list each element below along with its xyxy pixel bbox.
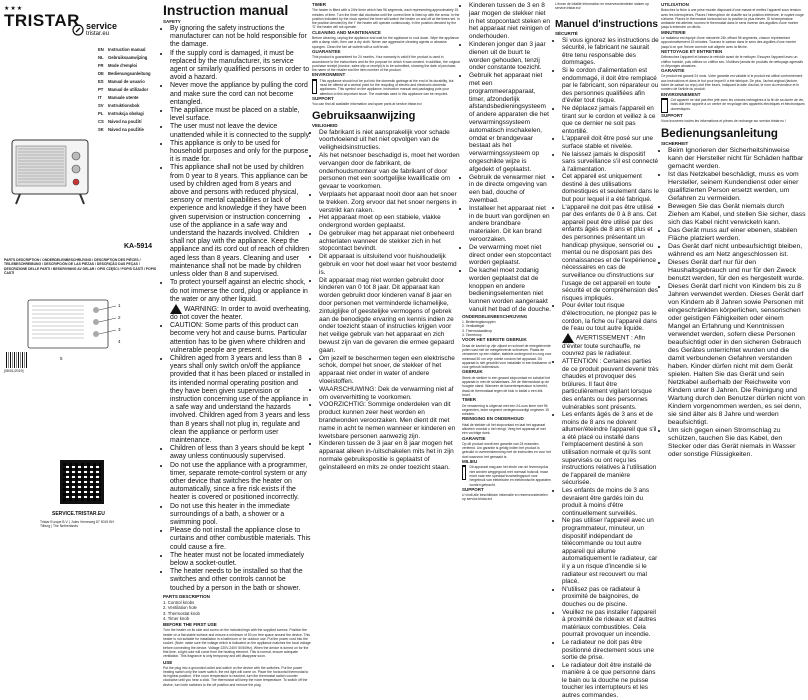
list-item: • Beim Ignorieren der Sicherheitshinweise kann der Hersteller nicht für Schäden haftbar gemacht werden.: [668, 147, 806, 171]
list-item: • Cet appareil est uniquement destiné à des utilisations domestiques et seulement dans le but pour lequel il a été fabriqué.: [562, 173, 659, 203]
list-item: • De fabrikant is niet aansprakelijk voor schade voortvloeiend uit het niet opvolgen van de veiligheidsinstructies.: [319, 129, 460, 152]
nl-before-heading: VOOR HET EERSTE GEBRUIK: [462, 337, 527, 343]
en-caution-list: [163, 322, 311, 593]
fr-support-text: Vous trouverez toutes les informations et pièces de rechange sur service.tristar.eu !: [661, 119, 786, 124]
list-item: • De kachel moet zodanig worden geplaatst dat de knoppen en andere bedieningselementen niet kunnen worden aangeraakt vanuit het bad of de douche.: [469, 267, 552, 314]
language-item: IT Manuale utente: [98, 95, 139, 100]
nl-guarantee-text: Op dit product wordt een garantie van 24 maanden verleend. Uw garantie is geldig indien het product is gebruikt in overeenstemming met de instructies en voor het doel waarvoor het gemaakt is.: [462, 441, 551, 459]
fr-cleaning-heading: NETTOYAGE ET ENTRETIEN: [661, 48, 723, 54]
list-item: • Gebruik de verwarmer niet in de directe omgeving van een bad, douche of zwembad.: [469, 174, 552, 205]
language-item: CS Návod na použití: [98, 119, 142, 124]
list-item: • Om jezelf te beschermen tegen een elektrische schok, dompel het snoer, de stekker of het apparaat niet onder in water of andere vloeistoffen.: [319, 355, 460, 386]
heater-illustration: [10, 136, 92, 206]
service-label: service: [86, 21, 118, 31]
nl-title: Gebruiksaanwijzing: [312, 109, 416, 122]
model-number: KA-5914: [124, 243, 153, 250]
language-list: [98, 46, 162, 134]
list-item: • Veuillez ne pas installer l'appareil à proximité de rideaux et d'autres matériaux combustibles. Cela pourrait provoquer un incendie.: [562, 609, 659, 639]
en-safety-list: [163, 25, 311, 304]
fr-environment-heading: ENVIRONNEMENT: [661, 91, 701, 97]
service-site: SERVICE.TRISTAR.EU: [52, 511, 105, 517]
heater-detail-illustration: [24, 296, 124, 356]
en-before-text: Turn the heater on its side and screw on the included legs with the supplied screws. Position the heater on a flat stable surface and ensure a minimum of 50 cm free space around the device. This heater is not suitable for installation in a bathroom or for outdoor use. Put the power cord into the socket. (Note: make sure the voltage which is indicated on the appliance matches the local voltage before connecting the device. Voltage 220V-240V 50/60Hz). When the device is turned on for the first time, a light odor will come from the heating element. This is normal, ensure adequate ventilation. This fragrance is only temporary and will disappear soon.: [163, 628, 311, 659]
list-item: • Gebruik het apparaat niet met een programmeerapparaat, timer, afzonderlijk afstandsbedieningsysteem of andere apparaten die het verwarmingssysteem automatisch inschakelen, omdat er brandgevaar bestaat als het verwarmingssysteem op ongeschikte wijze is afgedekt of geplaatst.: [469, 72, 552, 173]
brand-stars: ★★★: [4, 6, 24, 12]
list-item: • Ne pas utiliser l'appareil avec un programmateur, minuteur, un dispositif indépendant de télécommande ou tout autre appareil qui allume automatiquement le radiateur, car il y a un risque d'incendie si le radiateur est recouvert ou mal placé.: [562, 517, 659, 585]
en-safety-heading: SAFETY: [163, 19, 181, 24]
nl-column: [462, 0, 552, 502]
list-item: • Children of less than 3 years should be kept away unless continuously supervised.: [170, 445, 311, 461]
part-callouts: 1 2 3 4: [118, 303, 121, 344]
fr-safety-heading: SÉCURITÉ: [555, 30, 578, 36]
list-item: • Dit apparaat mag niet worden gebruikt door kinderen van 0 tot 8 jaar. Dit apparaat kan worden gebruikt door kinderen vanaf 8 jaar en door personen met verminderde lichamelijke, zintuiglijke of geestelijke vermogens of gebrek aan de benodigde ervaring en kennis indien ze onder toezicht staan of instructies krijgen voor het veilige gebruik van het apparaat en zich bewust zijn van de gevaren die ermee gepaard gaan.: [319, 277, 460, 355]
recycle-bin-icon: [661, 98, 668, 113]
fr-caution-list: [555, 358, 659, 700]
nl-environment-text: Dit apparaat mag aan het einde van de levenscyclus niet worden weggegooid met normaal huisvuil, maar moet naar een speciaal inzamelingspunt voor hergebruik van elektrische en elektronische apparaten worden gebracht.: [469, 465, 551, 487]
fr-intro: L'écran de totalité information en reserveonderdelen staken op service.tristar.eu!: [555, 2, 649, 11]
list-item: • L'appareil doit être posé sur une surface stable et nivelée.: [562, 135, 659, 150]
language-item: NL Gebruiksaanwijzing: [98, 55, 148, 60]
list-item: • De gebruiker mag het apparaat niet onbeheerd achterlaten wanneer de stekker zich in het stopcontact bevindt.: [319, 230, 460, 253]
fr-column: [555, 0, 659, 700]
fr-title: Manuel d'instructions: [555, 18, 658, 30]
list-item: • The user must not leave the device unattended while it is connected to the supply.: [170, 123, 311, 139]
en-column: [163, 0, 311, 687]
list-item: • Le radiateur ne doit pas être positionné directement sous une sortie de prise.: [562, 639, 659, 662]
en-parts-heading: PARTS DESCRIPTION: [163, 593, 210, 599]
fr-safety-list: [555, 37, 659, 333]
warning-icon: [170, 304, 182, 314]
de-safety-heading: SICHERHEIT: [661, 140, 689, 146]
list-item: • L'appareil ne doit pas être utilisé par des enfants de 0 à 8 ans. Cet appareil peut être utilisé par des enfants âgés de 8 ans et plus et des personnes présentant un handicap physique, sensoriel ou mental ou ne disposant pas des connaissances et de l'expérience nécessaires en cas de surveillance ou d'instructions sur l'usage de cet appareil en toute sécurité et de compréhension des risques impliqués.: [562, 204, 659, 303]
service-url: tristar.eu: [86, 31, 110, 37]
brand-name: TRISTAR: [4, 11, 80, 30]
list-item: • Ist das Netzkabel beschädigt, muss es vom Hersteller, seinem Kundendienst oder einer qualifizierten Person ersetzt werden, um Gefahren zu vermeiden.: [668, 171, 806, 203]
part-callout-5: 5: [60, 356, 63, 361]
en-guarantee-heading: GUARANTEE: [312, 48, 341, 54]
company-address: Tristar Europe B.V. | Jules Verneweg 87 5015 BH Tilburg | The Netherlands: [40, 520, 114, 529]
cover-column: [0, 0, 162, 579]
nl-guarantee-heading: GARANTIE: [462, 435, 486, 441]
en-environment-heading: ENVIRONMENT: [312, 72, 346, 78]
list-item: • Installeer het apparaat niet in de buurt van gordijnen en andere brandbare materialen. Dit kan brand veroorzaken.: [469, 205, 552, 244]
language-item: SK Návod na použitie: [98, 127, 144, 132]
fr-other-sections: [661, 0, 806, 124]
list-item: • Het apparaat moet op een stabiele, vlakke ondergrond worden geplaatst.: [319, 214, 460, 230]
list-item: • Children aged from 3 years and less than 8 years shall only switch on/off the appliance provided that it has been placed or installed in its intended normal operating position and they have been given supervision or instruction concerning use of the appliance in a safe way and understand the hazards involved. Children aged from 3 years and less than 8 years shall not plug in, regulate and clean the appliance or perform user maintenance.: [170, 355, 311, 445]
en-title: Instruction manual: [163, 2, 289, 18]
list-item: • Le radiateur doit être installé de manière à ce que personne dans le bain ou la douche ne puisse toucher les interrupteurs et les autres commandes.: [562, 662, 659, 700]
en-environment-text: This appliance should not be put into the domestic garbage at the end of its durability, but must be offered at a central point for the recycling of electric and electronic domestic appliances. This symbol on the appliance, instruction manual and packaging puts your attention to this important issue. The materials used in this appliance can be recycled.: [319, 78, 454, 96]
list-item: • Dieses Gerät darf nur für den Haushaltsgebrauch und nur für den Zweck benutzt werden, für den es hergestellt wurde.: [668, 259, 806, 283]
en-parts-list: 1. Control knobs 2. Ventilation hole 3. Thermostat knob 4. Timer knob: [163, 599, 200, 622]
nl-timer-heading: TIMER: [462, 397, 476, 403]
list-item: • Do not use this heater in the immediate surroundings of a bath, a shower or a swimming pool.: [170, 503, 311, 528]
fr-support-heading: SUPPORT: [661, 112, 683, 118]
list-item: • Ne déplacez jamais l'appareil en tirant sur le cordon et veillez à ce que ce dernier ne soit pas entortillé.: [562, 105, 659, 135]
nl-other-sections: ONDERDELENBESCHRIJVING 1. Bedieningsknoppen 2. Ventilatiegat 3. Thermostaatknop 4. Timerknop VOOR HET EERSTE GEBRUIK Draai de kachel op zijn zijkant en schroef de meegeleverde poten vast met de meegeleverde schroeven. Plaats de verwarmer op een vlakke, stabiele ondergrond en zorg voor minimaal 50 cm vrije ruimte rondom het apparaat. Dit apparaat is niet geschikt voor installatie in een badkamer of voor gebruik buitenshuis. GEBRUIK Steek de stekker in een geaard stopcontact en schakel het apparaat in met de schakelaars. Zet de thermostaat op de hoogste stand. Wanneer de kamertemperatuur is bereikt, draai de thermostaat tegen de klok in totdat u een klik hoort. TIMER De verwarming is uitgerust met een 24-uurs timer met 96 segmenten, ieder segment vertegenwoordigt ongeveer 15 minuten. REINIGING EN ONDERHOUD Haal de stekker uit het stopcontact en laat het apparaat afkoelen voordat u het reinigt. Veeg het apparaat af met een vochtige doek. GARANTIE Op dit product wordt een garantie van 24 maanden verleend. Uw garantie is geldig indien het product is gebruikt in overeenstemming met de instructies en voor het doel waarvoor het gemaakt is. MILIEU Dit apparaat mag aan het einde van de levenscyclus niet worden weggegooid met normaal huisvuil, maar moet naar een speciaal inzamelingspunt voor hergebruik van elektrische en elektronische apparaten worden gebracht. SUPPORT U vindt alle beschikbare informatie en reserveonderdelen op service.tristar.eu!: [462, 313, 552, 502]
list-item: • Das Gerät muss auf einer ebenen, stabilen Fläche platziert werden.: [668, 227, 806, 243]
list-item: • ATTENTION : Certaines parties de ce produit peuvent devenir très chaudes et provoquer des brûlures. Il faut être particulièrement vigilant lorsque des enfants ou des personnes vulnérables sont présents.: [562, 358, 659, 411]
list-item: • N'utilisez pas ce radiateur à proximité de baignoires, de douches ou de piscine.: [562, 586, 659, 609]
language-item: PL Instrukcja obsługi: [98, 111, 144, 116]
en-cleaning-heading: CLEANING AND MAINTENANCE: [312, 29, 381, 35]
list-item: • This appliance is only to be used for household purposes and only for the purpose it is made for.: [170, 140, 311, 165]
list-item: • By ignoring the safety instructions the manufacturer can not be hold responsible for the damage.: [170, 25, 311, 50]
language-item: ES Manual de usuario: [98, 79, 145, 84]
list-item: • Pour éviter tout risque d'électrocution, ne plongez pas le cordon, la fiche ou l'appareil dans de l'eau ou tout autre liquide.: [562, 302, 659, 332]
list-item: • Verplaats het apparaat nooit door aan het snoer te trekken. Zorg ervoor dat het snoer nergens in verstrikt kan raken.: [319, 191, 460, 214]
recycle-bin-icon: [312, 79, 317, 94]
fr-timer-heading: MINUTERIE: [661, 29, 686, 35]
list-item: • Kinderen tussen de 3 en 8 jaar mogen de stekker niet in het stopcontact steken en het apparaat niet reinigen of onderhouden.: [469, 2, 552, 41]
list-item: • To protect yourself against an electric shock, do not immerse the cord, plug or appliance in the water or any other liquid.: [170, 279, 311, 304]
en-cleaning-text: Before cleaning, unplug the appliance and wait for the appliance to cool down. Wipe the appliance with a damp cloth, then use a dry cloth. Never use aggressive cleaning agents or abrasive sponges. Clean the fan air outlets with a soft brush.: [312, 36, 460, 49]
list-item: • Les enfants de moins de 3 ans devraient être gardés loin du produit à moins d'être continuellement surveillés.: [562, 487, 659, 517]
fr-use-heading: UTILISATION: [661, 2, 689, 7]
list-item: • Als het netsnoer beschadigd is, moet het worden vervangen door de fabrikant, de onderhoudsmonteur van de fabrikant of door personen met een soortgelijke kwalificatie om gevaar te voorkomen.: [319, 152, 460, 191]
language-item: EN Instruction manual: [98, 47, 146, 52]
nl-support-heading: SUPPORT: [462, 486, 484, 492]
fr-timer-text: Le radiateur est équipé d'une minuterie 24h offrant 96 segments, chacun représentant approximativement 15 minutes. Tournez le cadran dans le sens des aiguilles d'une montre jusqu'à ce que l'heure correcte soit alignée avec la flèche.: [661, 36, 797, 49]
list-item: • CAUTION: Some parts of this product can become very hot and cause burns. Particular attention has to be given where children and vulnerable people are present.: [170, 322, 311, 355]
fr-de-column: [661, 0, 806, 459]
list-item: • Dit apparaat is uitsluitend voor huishoudelijk gebruik en voor het doel waar het voor bestemd is.: [319, 253, 460, 276]
list-item: • De verwarming moet niet direct onder een stopcontact worden geplaatst.: [469, 244, 552, 267]
list-item: • This appliance shall not be used by children from 0 year to 8 years. This appliance can be used by children aged from 8 years and above and persons with reduced physical, sensory or mental capabilities or lack of experience and knowledge if they have been given supervision or instruction concerning use of the appliance in a safe way and understand the hazards involved. Children shall not play with the appliance. Keep the appliance and its cord out of reach of children aged less than 8 years. Cleaning and user maintenance shall not be made by children unless older than 8 and supervised.: [170, 164, 311, 279]
parts-caption: PARTS DESCRIPTION / ONDERDELENBESCHRIJVING / DESCRIPTION DES PIÈCES / TEILEBESCHREIBUNG / DESCRIPCIÓN DE LAS PIEZAS / DESCRIÇÃO DAS PEÇAS / DESCRIZIONE DELLE PARTI / BESKRIVNING AV DELAR / OPIS CZĘŚCI / POPIS ČÁSTÍ / POPIS ČASTÍ: [4, 258, 157, 275]
en-before-heading: BEFORE THE FIRST USE: [163, 622, 217, 628]
fr-environment-text: Cet appareil ne doit pas être jeté avec les ordures ménagères à la fin de sa durée de vie, mais doit être apporté à un centre de recyclage des appareils électriques et électroniques domestiques.: [670, 97, 805, 111]
de-title: Bedienungsanleitung: [661, 127, 778, 140]
nl-parts-heading: ONDERDELENBESCHRIJVING: [462, 313, 528, 319]
list-item: • Ne laissez jamais le dispositif sans surveillance s'il est connecté à l'alimentation.: [562, 151, 659, 174]
de-safety-list: [661, 147, 806, 459]
list-item: • Do not use the appliance with a programmer, timer, separate remote-control system or any other device that switches the heater on automatically, since a fire risk exists if the heater is covered or positioned incorrectly.: [170, 462, 311, 503]
en-guarantee-text: This product is guaranteed for 24 months. Your warranty is valid if the product is used in accordance to the instructions and for the purpose for which it was created. In addition, the original purchase receipt (invoice, sales slip or receipt) is to be submitted, showing the date of purchase, the name of the retailer and the item number of the product.: [312, 55, 460, 73]
wrench-icon: [72, 24, 84, 36]
list-item: • Please do not install the appliance close to curtains and other combustible materials. This could cause a fire.: [170, 527, 311, 552]
en-warning: WARNING: In order to avoid overheating, do not cover the heater.: [170, 305, 311, 321]
warning-icon: [562, 333, 574, 343]
en-tip-text: [312, 0, 460, 107]
fr-guarantee-text: Ce produit est garanti 24 mois. Votre garantie est valable si le produit est utilisé conformément aux instructions et dans le but pour lequel il a été fabriqué. De plus, l'achat original (facture, ticket de caisse ou reçu) doit être fourni, indiquant la date d'achat, le nom du revendeur et le numéro de l'article du produit.: [661, 74, 803, 92]
list-item: • Um sich gegen einen Stromschlag zu schützen, tauchen Sie das Kabel, den Stecker oder das Gerät niemals in Wasser oder sonstige Flüssigkeiten.: [668, 427, 806, 459]
list-item: • Si le cordon d'alimentation est endommagé, il doit être remplacé par le fabricant, son réparateur ou des personnes qualifiées afin d'éviter tout risque.: [562, 67, 659, 105]
nl-cleaning-text: Haal de stekker uit het stopcontact en laat het apparaat afkoelen voordat u het reinigt. Veeg het apparaat af met een vochtige doek.: [462, 422, 546, 436]
nl-cleaning-heading: REINIGING EN ONDERHOUD: [462, 416, 524, 422]
nl-use-heading: GEBRUIK: [462, 369, 483, 375]
list-item: • The appliance must be placed on a stable, level surface.: [170, 107, 311, 123]
en-timer-heading: TIMER: [312, 2, 326, 7]
en-timer-text: The heater is fitted with a 24hr timer which has 96 segments, each representing approximately 15 minutes of time. Turn the timer dial clockwise until the correct time is lined up with the arrow. In the position indicated by the clock symbol the timer will switch the heater on and off at the times set. In the position denoted by the 'I' the heater will operate continuously. In the position denoted by the 'O' the heater will not operate.: [312, 8, 460, 30]
language-item: SV Instruktionsbok: [98, 103, 140, 108]
list-item: • Bewegen Sie das Gerät niemals durch Ziehen am Kabel, und stellen Sie sicher, dass sich das Kabel nicht verwickeln kann.: [668, 203, 806, 227]
recycle-bin-icon: [462, 465, 466, 480]
language-item: FR Mode d'emploi: [98, 63, 138, 68]
nl-safety-list-continued: [462, 0, 552, 314]
list-item: • Das Gerät darf nicht unbeaufsichtigt bleiben, während es am Netz angeschlossen ist.: [668, 243, 806, 259]
list-item: • Dieses Gerät darf nicht von Kindern bis zu 8 Jahren verwendet werden. Dieses Gerät darf von Kindern ab 8 Jahren sowie Personen mit eingeschränkten körperlichen, sensorischen oder geistigen Fähigkeiten oder einem Mangel an Erfahrung und Kenntnissen verwendet werden, sofern diese Personen beaufsichtigt oder in den sicheren Gebrauch des Gerätes unterrichtet wurden und die damit verbundenen Gefahren verstanden haben. Kinder dürfen nicht mit dem Gerät spielen. Halten Sie das Gerät und sein Netzkabel außerhalb der Reichweite von Kindern unter 8 Jahren. Die Reinigung und Wartung durch den Benutzer dürfen nicht von Kindern vorgenommen werden, es sei denn, sie sind älter als 8 Jahre und werden beaufsichtigt.: [668, 283, 806, 427]
list-item: • Les enfants âgés de 3 ans et de moins de 8 ans ne doivent allumer/éteindre l'appareil que s'il a été placé ou installé dans l'emplacement destiné à son utilisation normale et qu'ils sont supervisés ou ont reçu les instructions relatives à l'utilisation de l'appareil de manière sécurisée.: [562, 411, 659, 487]
barcode: [6, 352, 28, 368]
list-item: • Kinderen jonger dan 3 jaar dienen uit de buurt te worden gehouden, tenzij onder constante toezicht.: [469, 41, 552, 72]
en-support-text: You can find all available information and spare parts at service.tristar.eu!: [312, 102, 422, 107]
fr-guarantee-heading: GARANTIE: [661, 68, 685, 74]
en-nl-column: [312, 0, 460, 472]
list-item: • The heater needs to be installed so that the switches and other controls cannot be touched by a person in the bath or shower.: [170, 568, 311, 593]
fr-warning: AVERTISSEMENT : Afin d'éviter toute surchauffe, ne couvrez pas le radiateur.: [562, 334, 646, 358]
barcode-label: [08/01/2019]: [4, 369, 24, 373]
nl-safety-heading: VEILIGHEID: [312, 122, 338, 128]
list-item: • If the supply cord is damaged, it must be replaced by the manufacturer, its service agent or similarly qualified persons in order to avoid a hazard.: [170, 50, 311, 83]
list-item: • Kinderen tussen de 3 jaar en 8 jaar mogen het apparaat alleen in-/uitschakelen mits het in zijn normale gebruikspositie is geplaatst of geïnstalleerd en mits ze onder toezicht staan.: [319, 440, 460, 471]
nl-safety-list: [312, 129, 460, 472]
nl-support-text: U vindt alle beschikbare informatie en reserveonderdelen op service.tristar.eu!: [462, 493, 548, 502]
nl-timer-text: De verwarming is uitgerust met een 24-uurs timer met 96 segmenten, ieder segment vertegenwoordigt ongeveer 15 minuten.: [462, 403, 549, 417]
en-use-heading: USE: [163, 659, 173, 665]
en-use-text: Put the plug into a grounded outlet and switch on the device with the switches. Put the power heating switch only the lower switch, the red light will come on. Place the horizontal thermostat to its highest position. If the room temperature is reached, turn the thermostat switch counter clockwise until you hear a click. The thermostat will keep the room temperature. To switch off the device, turn both switches to the off position and remove the plug.: [163, 665, 309, 687]
fr-use-text: Branchez la fiche à une prise murale disposant d'une masse et mettez l'appareil sous tension avec les interrupteurs. Placez l'interrupteur de chauffe sur la position inférieure, le voyant rouge s'allume. Placez le thermostat horizontal sur la position la plus élevée. Si la température ambiante est atteinte, tournez le thermostat dans le sens inverse des aiguilles d'une montre jusqu'à entendre un déclic.: [661, 8, 804, 30]
list-item: • WAARSCHUWING: Dek de verwarming niet af om oververhitting te voorkomen.: [319, 386, 460, 402]
language-item: PT Manual de utilizador: [98, 87, 149, 92]
en-support-heading: SUPPORT: [312, 95, 334, 101]
brand-logo: [4, 6, 80, 30]
language-item: DE Bedienungsanleitung: [98, 71, 151, 76]
list-item: • The heater must not be located immediately below a socket-outlet.: [170, 552, 311, 568]
nl-use-text: Steek de stekker in een geaard stopcontact en schakel het apparaat in met de schakelaars. Zet de thermostaat op de hoogste stand. Wanneer de kamertemperatuur is bereikt, draai de thermostaat tegen de klok in totdat u een klik hoort.: [462, 375, 551, 397]
list-item: • Si vous ignorez les instructions de sécurité, le fabricant ne saurait être tenu responsable des dommages.: [562, 37, 659, 67]
nl-before-text: Draai de kachel op zijn zijkant en schroef de meegeleverde poten vast met de meegeleverde schroeven. Plaats de verwarmer op een vlakke, stabiele ondergrond en zorg voor minimaal 50 cm vrije ruimte rondom het apparaat. Dit apparaat is niet geschikt voor installatie in een badkamer of voor gebruik buitenshuis.: [462, 343, 552, 370]
nl-environment-heading: MILIEU: [462, 459, 478, 465]
fr-cleaning-text: Débranchez l'appareil et laissez-le refroidir avant de le nettoyer. Essuyez l'appareil avec un chiffon humide, puis utilisez un chiffon sec. N'utilisez jamais de produits de nettoyage agressifs ni d'éponges abrasives.: [661, 55, 804, 68]
qr-code: [60, 460, 104, 504]
list-item: • VOORZICHTIG: Sommige onderdelen van dit product kunnen zeer heet worden en brandwonden veroorzaken. Men dient dit met name in acht te nemen wanneer er kinderen en kwetsbare personen aanwezig zijn.: [319, 401, 460, 440]
list-item: • Never move the appliance by pulling the cord and make sure the cord can not become entangled.: [170, 82, 311, 107]
